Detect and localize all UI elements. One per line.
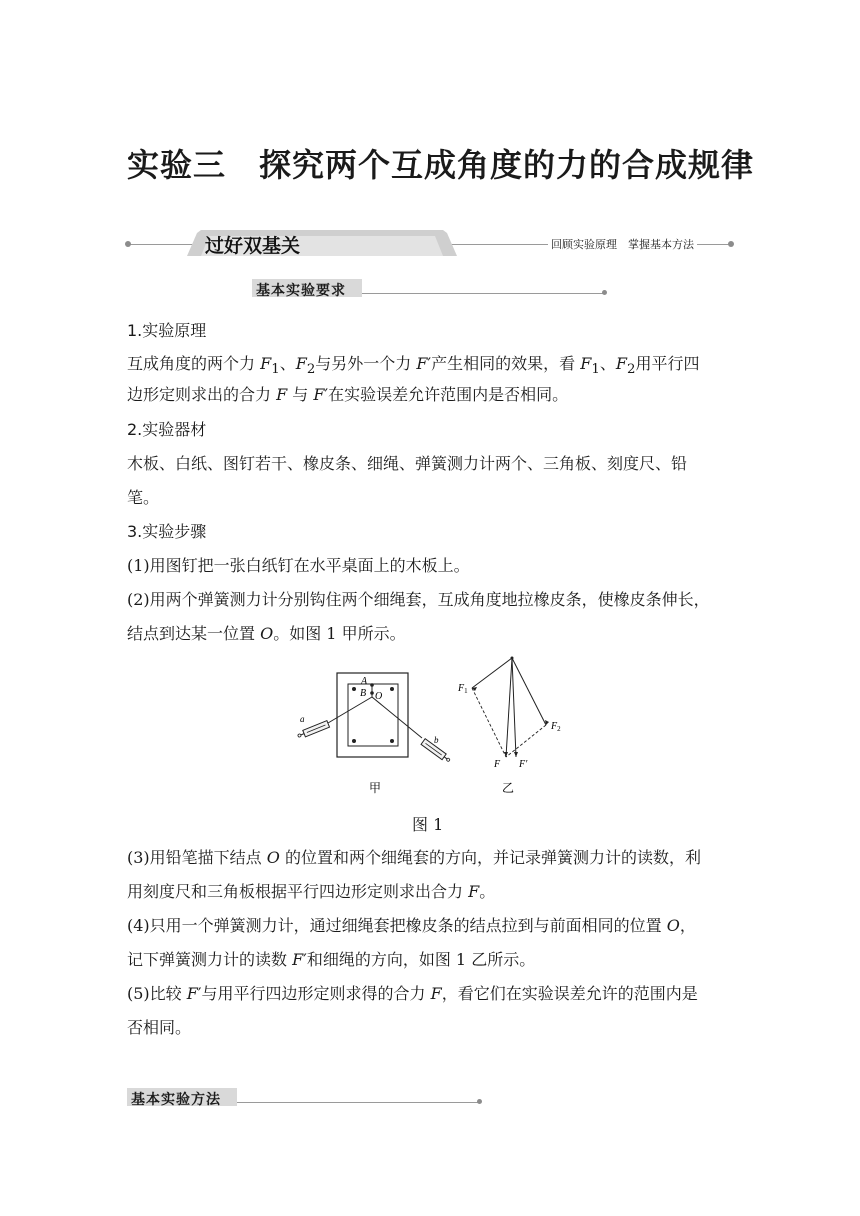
equipment-line-2: 笔。 [127, 488, 160, 507]
label-a: a [300, 714, 305, 724]
figure-caption: 图 1 [412, 815, 444, 834]
step-3-line-1: (3)用铅笔描下结点 O 的位置和两个细绳套的方向，并记录弹簧测力计的读数，利 [127, 848, 701, 867]
section-header-label: 基本实验方法 [131, 1092, 221, 1108]
label-F: F [494, 759, 501, 770]
section-header-methods [127, 1088, 482, 1108]
banner-subtitle: 回顾实验原理 掌握基本方法 [548, 236, 697, 252]
equipment-heading: 2.实验器材 [127, 420, 207, 439]
label-F-prime: F′ [519, 759, 528, 770]
section-header-line [362, 293, 603, 294]
figure-jia-apparatus [297, 673, 452, 763]
page-title: 实验三 探究两个互成角度的力的合成规律 [127, 146, 755, 184]
step-5-line-2: 否相同。 [127, 1018, 192, 1037]
figure-1 [290, 655, 580, 800]
label-B: B [360, 688, 367, 699]
principle-line-2: 边形定则求出的合力 F 与 F′在实验误差允许范围内是否相同。 [127, 385, 569, 404]
step-2-line-2: 结点到达某一位置 O。如图 1 甲所示。 [127, 624, 406, 643]
label-b: b [434, 735, 439, 745]
banner-dot-left [125, 241, 131, 247]
banner-title: 过好双基关 [205, 235, 301, 257]
section-header-dot [602, 290, 607, 295]
steps-heading: 3.实验步骤 [127, 522, 207, 541]
equipment-line-1: 木板、白纸、图钉若干、橡皮条、细绳、弹簧测力计两个、三角板、刻度尺、铅 [127, 454, 688, 473]
banner-dot-right [728, 241, 734, 247]
principle-line-1: 互成角度的两个力 $F_1$、$F_2$与另外一个力 F′产生相同的效果，看 $F_1$、$F_2$用平行四 [127, 354, 700, 378]
step-1: (1)用图钉把一张白纸钉在水平桌面上的木板上。 [127, 556, 470, 575]
label-F1: $F_1$ [458, 683, 468, 695]
section-header-line [237, 1102, 478, 1103]
section-banner [127, 230, 732, 258]
figure-label-yi: 乙 [502, 781, 515, 795]
figure-yi-force-diagram [457, 657, 561, 771]
step-3-line-2: 用刻度尺和三角板根据平行四边形定则求出合力 F。 [127, 882, 496, 901]
label-F2: $F_2$ [551, 721, 561, 733]
principle-heading: 1.实验原理 [127, 321, 207, 340]
label-O: O [375, 691, 383, 702]
step-4-line-1: (4)只用一个弹簧测力计，通过细绳套把橡皮条的结点拉到与前面相同的位置 O， [127, 916, 696, 935]
section-header-label: 基本实验要求 [256, 283, 346, 299]
step-4-line-2: 记下弹簧测力计的读数 F′和细绳的方向，如图 1 乙所示。 [127, 950, 536, 969]
section-header-dot [477, 1099, 482, 1104]
figure-label-jia: 甲 [369, 781, 382, 795]
step-5-line-1: (5)比较 F′与用平行四边形定则求得的合力 F，看它们在实验误差允许的范围内是 [127, 984, 698, 1003]
section-header-requirements [252, 279, 607, 299]
label-A: A [361, 676, 368, 687]
step-2-line-1: (2)用两个弹簧测力计分别钩住两个细绳套，互成角度地拉橡皮条，使橡皮条伸长， [127, 590, 710, 609]
